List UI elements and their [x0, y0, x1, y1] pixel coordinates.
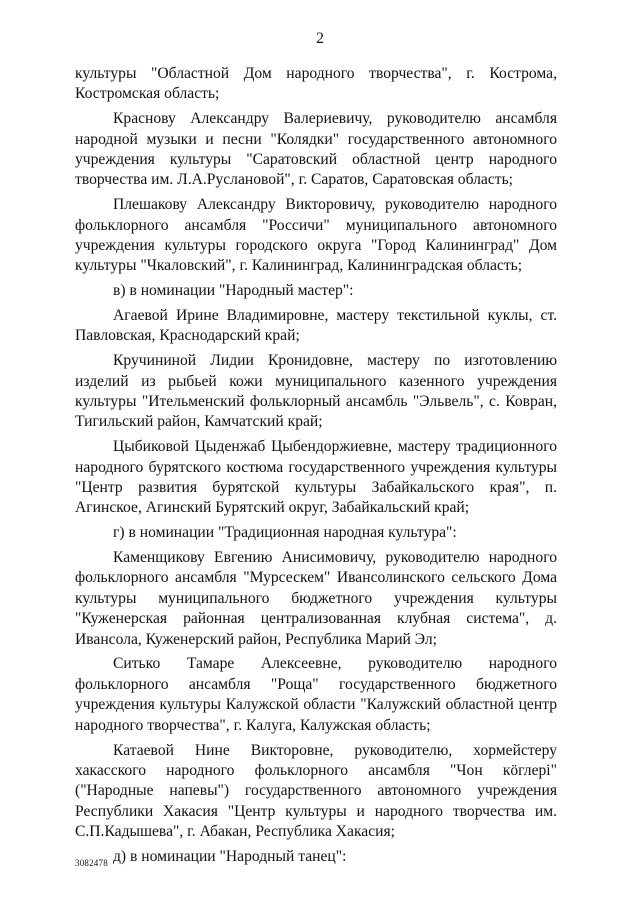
- document-body: [75, 64, 557, 872]
- paragraph: Краснову Александру Валериевичу, руководителю ансамбля народной музыки и песни "Колядки" государственного автономного учреждения культуры "Саратовский областной центр народного творчества им. Л.А.Руслановой", г. Саратов, Саратовская область;: [75, 110, 557, 189]
- page-number: 2: [316, 30, 324, 47]
- paragraph: Ситько Тамаре Алексеевне, руководителю народного фольклорного ансамбля "Роща" государственного бюджетного учреждения культуры Калужской области "Калужский областной центр народного творчества", г. Калуга, Калужская область;: [75, 655, 557, 734]
- paragraph: Агаевой Ирине Владимировне, мастеру текстильной куклы, ст. Павловская, Краснодарский край;: [75, 307, 557, 345]
- paragraph: культуры "Областной Дом народного творчества", г. Кострома, Костромская область;: [75, 65, 557, 103]
- paragraph: Кручининой Лидии Кронидовне, мастеру по изготовлению изделий из рыбьей кожи муниципального казенного учреждения культуры "Ительменский фольклорный ансамбль "Эльвель", с. Ковран, Тигильский район, Камчатский край;: [75, 352, 557, 431]
- nomination-heading: в) в номинации "Народный мастер":: [113, 282, 354, 300]
- document-code: 3082478: [75, 858, 108, 868]
- paragraph: Катаевой Нине Викторовне, руководителю, хормейстеру хакасского народного фольклорного ансамбля "Чон кӧглерi" ("Народные напевы") государственного автономного учреждения Республики Хакасия "Центр культуры и народного творчества им. С.П.Кадышева", г. Абакан, Республика Хакасия;: [75, 741, 557, 841]
- paragraph: Плешакову Александру Викторовичу, руководителю народного фольклорного ансамбля "Россичи" муниципального автономного учреждения культуры городского округа "Город Калининград" Дом культуры "Чкаловский", г. Калининград, Калининградская область;: [75, 196, 557, 275]
- paragraph: Цыбиковой Цыденжаб Цыбендоржиевне, мастеру традиционного народного бурятского костюма государственного учреждения культуры "Центр развития бурятской культуры Забайкальского края", п. Агинское, Агинский Бурятский округ, Забайкальский край;: [75, 438, 557, 517]
- paragraph: Каменщикову Евгению Анисимовичу, руководителю народного фольклорного ансамбля "Мурсескем" Ивансолинского сельского Дома культуры муниципального бюджетного учреждения культуры "Куженерская районная централизованная клубная система", д. Ивансола, Куженерский район, Республика Марий Эл;: [75, 549, 557, 648]
- nomination-heading: д) в номинации "Народный танец":: [113, 847, 347, 865]
- nomination-heading: г) в номинации "Традиционная народная культура":: [113, 524, 457, 542]
